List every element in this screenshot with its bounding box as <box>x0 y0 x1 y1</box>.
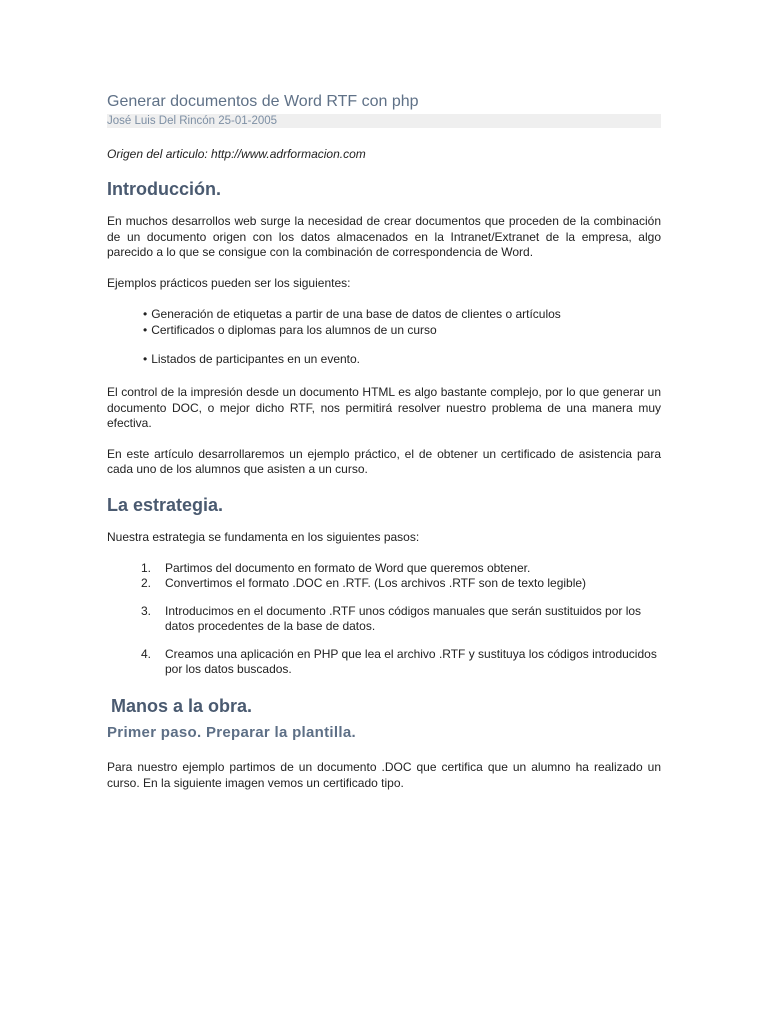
subheading-primer-paso: Primer paso. Preparar la plantilla. <box>107 724 356 741</box>
heading-introduccion: Introducción. <box>107 179 221 199</box>
step-text: Convertimos el formato .DOC en .RTF. (Los archivos .RTF son de texto legible) <box>165 576 587 590</box>
examples-list <box>107 306 661 367</box>
intro-paragraph-2: Ejemplos prácticos pueden ser los siguientes: <box>107 275 351 290</box>
step-text: Creamos una aplicación en PHP que lea el archivo .RTF y sustituya los códigos introducidos por los datos buscados. <box>165 647 657 676</box>
list-item: • Listados de participantes en un evento. <box>143 351 661 367</box>
step-text: Partimos del documento en formato de Word que queremos obtener. <box>165 561 531 575</box>
list-item: • Certificados o diplomas para los alumnos de un curso <box>143 322 661 338</box>
document-content <box>107 92 661 791</box>
origin-line: Origen del articulo: http://www.adrformacion.com <box>107 147 366 161</box>
work-paragraph-1: Para nuestro ejemplo partimos de un documento .DOC que certifica que un alumno ha realizado un curso. En la siguiente imagen vemos un certificado tipo. <box>107 760 661 790</box>
strategy-paragraph-1: Nuestra estrategia se fundamenta en los siguientes pasos: <box>107 529 420 544</box>
step-number: 4. <box>141 647 152 661</box>
step-text: Introducimos en el documento .RTF unos códigos manuales que serán sustituidos por los datos procedentes de la base de datos. <box>165 604 642 633</box>
document-title: Generar documentos de Word RTF con php <box>107 93 419 110</box>
list-item <box>107 561 661 576</box>
heading-estrategia: La estrategia. <box>107 494 224 515</box>
step-number: 2. <box>141 576 152 590</box>
intro-paragraph-4: En este artículo desarrollaremos un ejemplo práctico, el de obtener un certificado de asistencia para cada uno de los alumnos que asisten a un curso. <box>107 446 661 476</box>
heading-manos-a-la-obra: Manos a la obra. <box>111 696 253 716</box>
step-number: 1. <box>141 561 152 575</box>
list-item: • Generación de etiquetas a partir de una base de datos de clientes o artículos <box>143 306 661 322</box>
step-number: 3. <box>141 604 152 618</box>
intro-paragraph-3: El control de la impresión desde un documento HTML es algo bastante complejo, por lo que generar un documento DOC, o mejor dicho RTF, nos permitirá resolver nuestro problema de una manera muy efectiva. <box>107 385 661 430</box>
strategy-steps-list <box>107 561 661 677</box>
author-date-line: José Luis Del Rincón 25-01-2005 <box>107 114 661 128</box>
list-item <box>107 647 661 677</box>
list-item <box>107 604 661 634</box>
intro-paragraph-1: En muchos desarrollos web surge la necesidad de crear documentos que proceden de la combinación de un documento origen con los datos almacenados en la Intranet/Extranet de la empresa, algo parecido a lo que se consigue con la combinación de correspondencia de Word. <box>107 214 661 259</box>
list-item <box>107 576 661 591</box>
